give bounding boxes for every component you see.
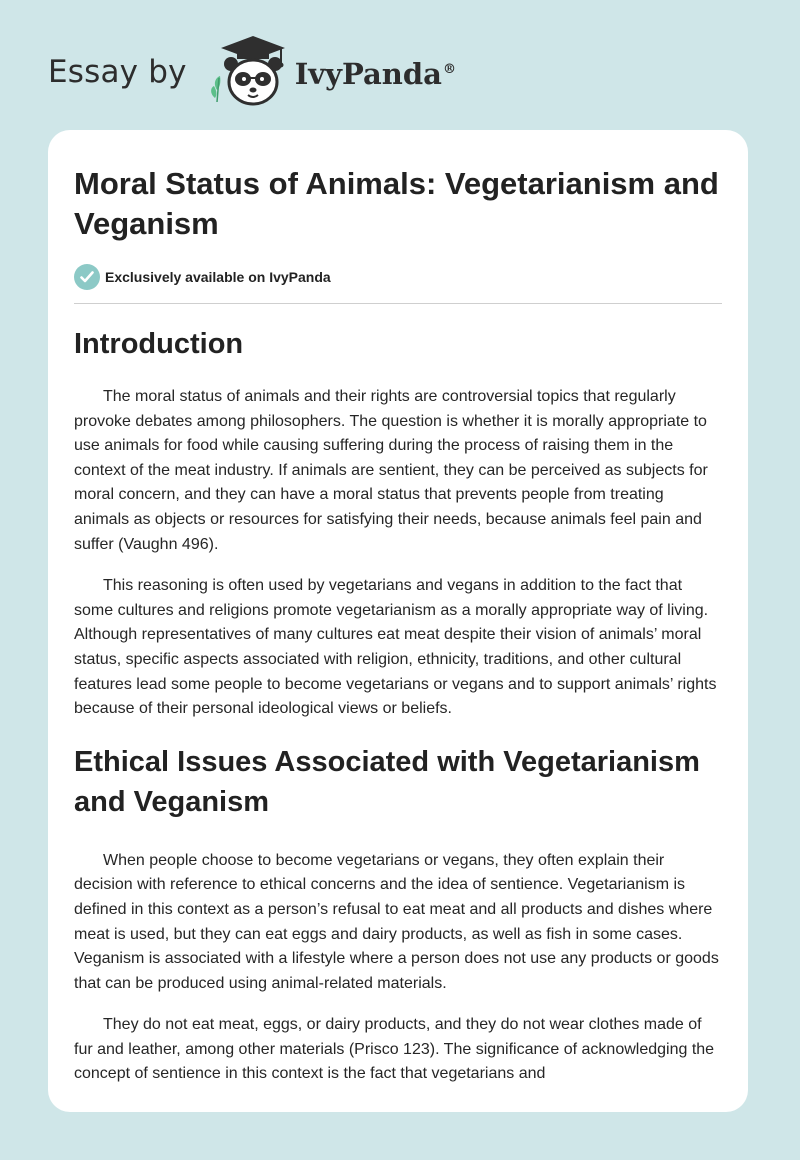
brand-name-text: IvyPanda (294, 57, 442, 91)
article-title: Moral Status of Animals: Vegetarianism and Veganism (74, 166, 719, 241)
brand-name[interactable] (295, 57, 456, 91)
panda-graduate-logo-icon[interactable] (201, 34, 293, 110)
paragraph: They do not eat meat, eggs, or dairy products, and they do not wear clothes made of fur and leather, among other materials (Prisco 123). The significance of acknowledging the concept of sentience in this context is the fact that vegetarians and (74, 1016, 715, 1083)
title-divider (74, 303, 722, 304)
site-header (48, 34, 456, 110)
article-content (74, 164, 722, 1087)
check-circle-icon (74, 264, 100, 290)
essay-by-label: Essay by (48, 54, 187, 90)
article-card (48, 130, 748, 1112)
section-heading-introduction: Introduction (74, 328, 244, 360)
registered-mark: ® (442, 62, 456, 78)
paragraph: This reasoning is often used by vegetarians and vegans in addition to the fact that some cultures and religions promote vegetarianism as a morally appropriate way of living. Although representatives of many cultures eat meat despite their vision of animals’ moral status, specific aspects associated with religion, ethnicity, traditions, and other cultural features lead some people to become vegetarians or vegans and to support animals’ rights because of their personal ideological views or beliefs. (74, 577, 717, 718)
exclusive-badge-label: Exclusively available on IvyPanda (105, 269, 331, 285)
paragraph: When people choose to become vegetarians or vegans, they often explain their decision with reference to ethical concerns and the idea of sentience. Vegetarianism is defined in this context as a person’s refusal to eat meat and all products and dishes where meat is used, but they can eat eggs and dairy products, as well as fish in some cases. Veganism is associated with a lifestyle where a person does not use any products or goods that can be produced using animal-related materials. (74, 851, 719, 992)
section-heading-ethical-issues: Ethical Issues Associated with Vegetarianism and Veganism (74, 745, 700, 818)
paragraph: The moral status of animals and their rights are controversial topics that regularly provoke debates among philosophers. The question is whether it is morally appropriate to use animals for food while causing suffering during the process of raising them in the context of the meat industry. If animals are sentient, they can be perceived as subjects for moral concern, and they can have a moral status that prevents people from treating animals as objects or resources for satisfying their needs, because animals feel pain and suffer (Vaughn 496). (74, 388, 708, 553)
exclusive-badge (74, 264, 722, 290)
